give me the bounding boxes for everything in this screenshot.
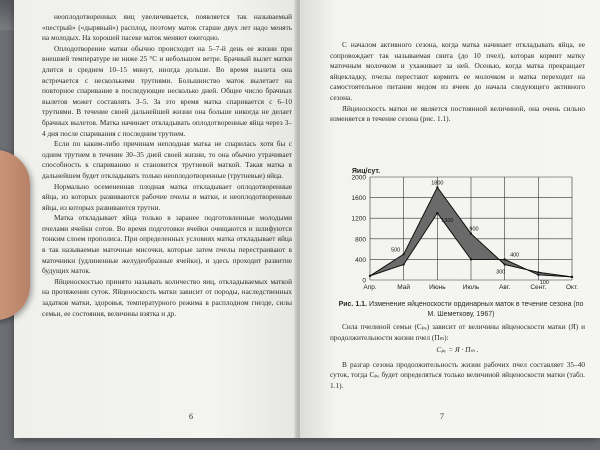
y-tick-label: 400 [355,256,366,264]
x-tick-label: Июль [462,284,480,291]
left-page-number: 6 [189,412,193,421]
data-label: 100 [539,279,549,286]
left-page-text [42,12,292,319]
x-tick-label: Окт. [565,284,579,291]
series-point [571,276,573,278]
left-page-paragraph: Оплодотворение матки обычно происходит на 5–7-й день ее жизни при внешней температуре не ниже 25 °С и небольшом ветре. Брачный вылет матки длится в среднем 10–15 минут, иногда дольше. Во время вылета она встречается с несколькими трутнями. Большинство маток вылетает на повторное спаривание в последующие несколько дней. Общее число брачных вылетов может составлять 3–5. За это время матка спаривается с 6–10 трутнями. В течение своей дальнейшей жизни она больше никогда не делает брачных вылетов. Матка начинает откладывать оплодотворенные яйца через 3–4 дня после спаривания с последним трутнем. [42,43,292,138]
data-label: 300 [496,269,506,276]
right-page-paragraph: Сила пчелиной семьи (Сₚₑ) зависит от величины яйценоскости матки (Я) и продолжительности жизни пчел (Пₘ): [330,322,585,342]
y-tick-label: 2000 [351,174,366,182]
right-page-paragraph: В разгар сезона продолжительность жизни рабочих пчел составляет 35–40 суток, тогда Сₚₑ будет определяться только величиной яйценоскости матки (табл. 1.1). [330,359,585,390]
series-point [436,212,438,214]
right-page-number: 7 [440,412,444,421]
x-tick-label: Авг. [499,284,511,291]
series-point [470,233,472,235]
data-label: 1800 [431,180,444,187]
x-tick-label: Май [397,284,411,291]
egg-laying-chart [332,165,592,315]
chart-svg [332,165,592,300]
data-label: 400 [510,252,520,259]
right-page [300,0,600,438]
y-axis-label: Яиц/сут. [351,168,381,175]
caption-label: Рис. 1.1. [338,301,367,308]
series-point [403,263,405,265]
x-tick-label: Сент. [530,284,547,291]
y-tick-label: 0 [362,277,366,285]
series-point [436,186,438,188]
right-page-paragraph: Яйценоскость матки не является постоянной величиной, она очень сильно изменяется в течение сезона (рис. 1.1). [330,103,585,124]
formula: Сₚₑ = Я · Пₘ . [436,345,479,355]
y-tick-label: 1600 [351,195,366,203]
x-tick-label: Апр. [363,284,377,291]
series-point [504,258,506,260]
y-tick-label: 800 [355,236,366,244]
left-page-paragraph: Матка откладывает яйца только в заранее подготовленные молодыми пчелами ячейки сотов. Во время подготовки ячейки очищаются и шлифуются тонким слоем прополиса. При определенных условиях матка откладывает яйца в так называемые маточные мисочки, которые затем пчелы перестраивают в маточники (удлиненные желудеобразные ячейки), и здесь проходит развитие будущих маток. [42,213,292,276]
caption-text: Изменение яйценоскости ординарных маток в течение сезона (по М. Шеметкову, 1967) [368,301,584,318]
data-label: 900 [469,226,479,233]
figure-caption [336,300,586,319]
data-label: 500 [391,247,401,254]
series-point [504,263,506,265]
series-point [470,258,472,260]
left-page-paragraph: Яйценоскостью принято называть количество яиц, откладываемых маткой на протяжении суток. Яйценоскость матки зависит от породы, наследственных задатков матки, здоровья, температурного режима в расплодном гнезде, силы семьи, ее состояния, величины взятка и др. [42,276,292,318]
series-point [537,274,539,276]
right-page-text-bottom [330,322,585,392]
y-tick-label: 1200 [351,215,366,223]
series-point [369,275,371,277]
thumb-holding-book [0,150,30,320]
right-page-paragraph: С началом активного сезона, когда матка начинает откладывать яйца, ее сопровождает так называемая свита (до 10 пчел), которая кормит матку маточным молочком и ухаживает за ней. Осенью, когда матка прекращает яйцекладку, пчелы перестают кормить ее молочком и матка переходит на самостоятельное питание медом из ячеек до начала следующего активного сезона. [330,40,585,102]
left-page [14,0,298,438]
series-point [403,253,405,255]
right-page-text-top [330,40,585,125]
data-label: 1300 [441,218,454,225]
x-tick-label: Июнь [429,284,446,291]
left-page-paragraph: неоплодотворенных яиц увеличивается, появляется так называемый «пестрый» («дырявый») расплод, поэтому маток старше двух лет надо менять на молодых. На хорошей пасеке маток меняют ежегодно. [42,12,292,43]
left-page-paragraph: Нормально осемененная плодная матка откладывает оплодотворенные яйца, из которых развиваются рабочие пчелы и матки, и неоплодотворенные яйца, из которых развиваются трутни. [42,181,292,212]
series-point [537,271,539,273]
left-page-paragraph: Если по каким-либо причинам неплодная матка не спарилась хотя бы с одним трутнем в течение 30–35 дней своей жизни, то она обычно утрачивает способность к спариванию и становится трутневой маткой. Такая матка в дальнейшем будет откладывать только неоплодотворенные (трутневые) яйца. [42,139,292,180]
